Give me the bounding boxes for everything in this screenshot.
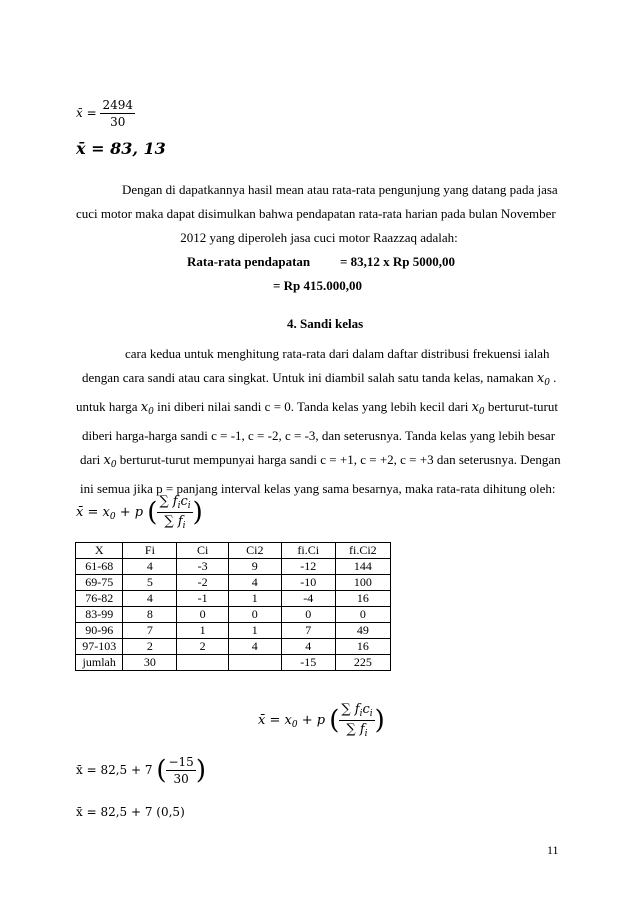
paragraph-sandi-line-5-end: berturut-turut mempunyai harga sandi c = +1, c = +2, c = +3 dan seterusnya. Dengan (116, 452, 561, 467)
paragraph-sandi-line-3-end: berturut-turut (484, 399, 558, 414)
table-cell: 1 (177, 623, 228, 639)
x0-symbol: $x_0$ (140, 400, 154, 417)
table-header-cell: X (76, 543, 123, 559)
table-cell: 2 (123, 639, 177, 655)
paragraph-sandi-line-5 (70, 448, 562, 477)
table-row (76, 607, 391, 623)
income-value-2: = Rp 415.000,00 (273, 278, 363, 293)
mean-fraction-lhs: x̄ = (76, 106, 97, 120)
table-cell: 100 (335, 575, 390, 591)
table-cell: 16 (335, 591, 390, 607)
mean-fraction-formula (76, 98, 135, 129)
calculation-step-2: x̄ = 82,5 + 7 (0,5) (76, 805, 185, 819)
general-formula-fraction: $\frac{\sum f_ic_i}{\sum f_i}$ (159, 494, 191, 531)
table-cell: 5 (123, 575, 177, 591)
table-row (76, 623, 391, 639)
table-cell: 0 (335, 607, 390, 623)
paragraph-income-intro (76, 178, 562, 250)
table-cell: 7 (281, 623, 335, 639)
table-row (76, 591, 391, 607)
table-cell: -12 (281, 559, 335, 575)
income-label: Rata-rata pendapatan (187, 254, 311, 269)
table-cell: 7 (123, 623, 177, 639)
table-cell: -2 (177, 575, 228, 591)
table-row (76, 639, 391, 655)
table-cell: 4 (228, 575, 281, 591)
paragraph-sandi-line-2-end: . (549, 370, 557, 385)
table-cell: 144 (335, 559, 390, 575)
table-cell: 0 (281, 607, 335, 623)
table-header-row (76, 543, 391, 559)
general-formula-lhs: x̄ = x (76, 505, 110, 520)
table-cell: 1 (228, 623, 281, 639)
table-row (76, 575, 391, 591)
table-total-row (76, 655, 391, 671)
general-formula-fraction: $\frac{\sum f_ic_i}{\sum f_i}$ (341, 702, 373, 739)
table-cell: 76-82 (76, 591, 123, 607)
paragraph-sandi-line-3 (70, 395, 562, 424)
table-cell: 30 (123, 655, 177, 671)
paragraph-sandi-line-3-text: untuk harga (76, 399, 141, 414)
table-cell: 8 (123, 607, 177, 623)
x0-symbol: $x_0$ (536, 371, 550, 388)
step-1-numerator: −15 (168, 755, 194, 769)
page-number: 11 (547, 843, 559, 857)
paragraph-sandi-line-1-text: cara kedua untuk menghitung rata-rata dari dalam daftar distribusi frekuensi ialah (125, 346, 550, 361)
paragraph-sandi-line-5-text: dari (80, 452, 104, 467)
table-header-cell: fi.Ci (281, 543, 335, 559)
paragraph-sandi-line-1 (70, 342, 562, 366)
table-cell: 0 (177, 607, 228, 623)
table-cell: 69-75 (76, 575, 123, 591)
paragraph-sandi-line-3-mid: ini diberi nilai sandi c = 0. Tanda kelas yang lebih kecil dari (153, 399, 472, 414)
step-1-fraction (166, 755, 195, 786)
frequency-table (75, 542, 391, 671)
paragraph-income-line-2: cuci motor maka dapat disimulkan bahwa pendapatan rata-rata harian pada bulan November (76, 206, 556, 221)
table-cell: -15 (281, 655, 335, 671)
table-header-cell: Fi (123, 543, 177, 559)
general-mean-formula-centered: x̄ = $x_0 + p$ ( $\frac{\sum f_ic_i}{\sum f_i}$ ) (258, 702, 385, 739)
section-heading: 4. Sandi kelas (287, 316, 364, 331)
table-cell: 9 (228, 559, 281, 575)
income-value-1: = 83,12 x Rp 5000,00 (340, 254, 456, 269)
table-cell: 83-99 (76, 607, 123, 623)
paragraph-income-line-3: 2012 yang diperoleh jasa cuci motor Raazzaq adalah: (180, 230, 458, 245)
table-cell: -4 (281, 591, 335, 607)
table-cell: 4 (228, 639, 281, 655)
mean-fraction-numerator: 2494 (102, 98, 134, 112)
table-cell: 4 (123, 591, 177, 607)
table-cell: 4 (123, 559, 177, 575)
table-cell: 4 (281, 639, 335, 655)
table-cell: 2 (177, 639, 228, 655)
paragraph-income-line-1: Dengan di dapatkannya hasil mean atau rata-rata pengunjung yang datang pada jasa (122, 182, 558, 197)
table-cell: -10 (281, 575, 335, 591)
table-cell: 1 (228, 591, 281, 607)
mean-fraction-denominator: 30 (110, 115, 126, 129)
paragraph-sandi-line-4-text: diberi harga-harga sandi c = -1, c = -2, c = -3, dan seterusnya. Tanda kelas yang lebih besar (82, 428, 556, 443)
general-formula-plus: + p (297, 713, 326, 728)
paragraph-sandi-line-4 (70, 424, 562, 448)
table-cell: -1 (177, 591, 228, 607)
paragraph-sandi-line-2 (70, 366, 562, 395)
table-cell (177, 655, 228, 671)
table-cell: 97-103 (76, 639, 123, 655)
table-cell: 49 (335, 623, 390, 639)
table-cell: 90-96 (76, 623, 123, 639)
table-header-cell: Ci (177, 543, 228, 559)
table-cell: jumlah (76, 655, 123, 671)
general-formula-plus: + p (115, 505, 144, 520)
paragraph-sandi-line-6-text: ini semua jika p = panjang interval kelas yang sama besarnya, maka rata-rata dihitung oleh: (80, 481, 556, 496)
mean-result: x̄ = 83, 13 (76, 139, 166, 158)
table-cell: 16 (335, 639, 390, 655)
x0-symbol: $x_0$ (103, 453, 117, 470)
x0-symbol: $x_0$ (471, 400, 485, 417)
calculation-step-1: x̄ = 82,5 + 7 ( $\frac{-15}{30}$ ) (76, 755, 206, 786)
paragraph-sandi-line-2-text: dengan cara sandi atau cara singkat. Untuk ini diambil salah satu tanda kelas, namakan (82, 370, 537, 385)
table-row (76, 559, 391, 575)
general-mean-formula: x̄ = $x_0 + p$ ( $\frac{\sum f_ic_i}{\sum f_i}$ ) (76, 494, 203, 531)
table-cell (228, 655, 281, 671)
step-1-denominator: 30 (173, 772, 189, 786)
table-cell: 61-68 (76, 559, 123, 575)
paragraph-sandi-kelas (70, 342, 562, 501)
table-header-cell: Ci2 (228, 543, 281, 559)
mean-fraction (100, 98, 135, 129)
step-1-lhs: x̄ = 82,5 + 7 (76, 763, 153, 777)
general-formula-lhs: x̄ = x (258, 713, 292, 728)
table-header-cell: fi.Ci2 (335, 543, 390, 559)
table-cell: 0 (228, 607, 281, 623)
table-cell: 225 (335, 655, 390, 671)
table-cell: -3 (177, 559, 228, 575)
